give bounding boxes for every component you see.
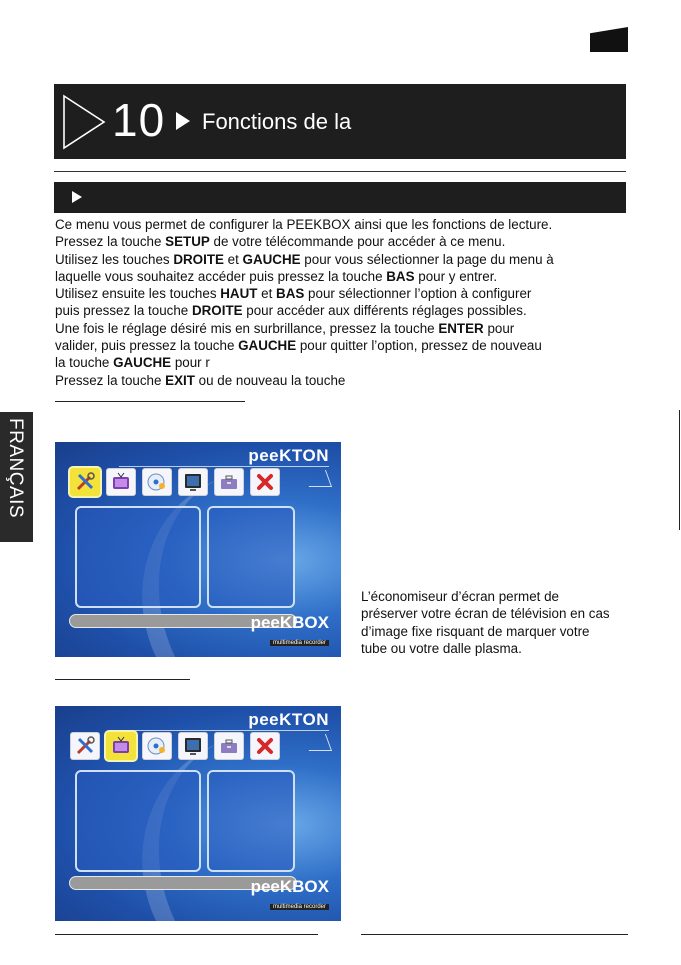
language-tab: [0, 412, 33, 542]
chapter-header: [54, 84, 626, 159]
section-header: [54, 182, 626, 213]
monitor-icon: [178, 732, 208, 760]
description-line: L’économiseur d’écran permet de: [361, 589, 559, 604]
peekbox-logo: peeKBOX multimedia recorder: [250, 613, 329, 646]
menu-icon-row: [70, 732, 280, 760]
brand-peekton: peeKTON: [248, 446, 329, 465]
toolbox-icon: [214, 468, 244, 496]
tv-icon: [106, 468, 136, 496]
footer-rule-left: [55, 934, 318, 935]
right-panel: [207, 506, 295, 608]
right-panel: [207, 770, 295, 872]
section-triangle-icon: [72, 191, 82, 203]
chapter-arrow-icon: [62, 94, 106, 150]
left-panel: [75, 506, 201, 608]
play-triangle-icon: [176, 112, 190, 130]
description-line: tube ou votre dalle plasma.: [361, 641, 522, 657]
subsection-underline: [55, 401, 245, 402]
intro-line: laquelle vous souhaitez accéder puis pressez la touche BAS pour y entrer.: [55, 268, 498, 284]
chapter-number: 10: [112, 94, 166, 146]
peekbox-logo: peeKBOX multimedia recorder: [250, 877, 329, 910]
left-panel: [75, 770, 201, 872]
description-line: préserver votre écran de télévision en cas: [361, 606, 610, 622]
monitor-icon: [178, 468, 208, 496]
intro-line: valider, puis pressez la touche GAUCHE pour quitter l’option, pressez de nouveau: [55, 338, 542, 354]
footer-rule-right: [361, 934, 628, 935]
page-corner-tab: [590, 27, 628, 52]
toolbox-icon: [214, 732, 244, 760]
intro-line: Pressez la touche SETUP de votre télécommande pour accéder à ce menu.: [55, 234, 506, 250]
setup-menu-screenshot-1: [55, 442, 341, 657]
description-line: d’image fixe risquant de marquer votre: [361, 623, 590, 639]
language-label: FRANÇAIS: [5, 418, 26, 519]
close-icon: [250, 468, 280, 496]
disc-icon: [142, 732, 172, 760]
intro-paragraph: [55, 216, 635, 389]
intro-line: Ce menu vous permet de configurer la PEEKBOX ainsi que les fonctions de lecture.: [55, 217, 553, 232]
intro-line: la touche GAUCHE pour r: [55, 355, 210, 371]
close-icon: [250, 732, 280, 760]
intro-line: puis pressez la touche DROITE pour accéder aux différents réglages possibles.: [55, 303, 527, 319]
brand-peekton: peeKTON: [248, 710, 329, 729]
setup-menu-screenshot-2: [55, 706, 341, 921]
intro-line: Utilisez ensuite les touches HAUT et BAS pour sélectionner l’option à configurer: [55, 286, 532, 302]
disc-icon: [142, 468, 172, 496]
intro-line: Utilisez les touches DROITE et GAUCHE pour vous sélectionner la page du menu à: [55, 251, 554, 267]
divider: [54, 171, 626, 172]
subsection-underline: [55, 679, 190, 680]
chapter-title: Fonctions de la: [202, 109, 352, 134]
tools-icon: [70, 732, 100, 760]
menu-icon-row: [70, 468, 280, 496]
intro-line: Pressez la touche EXIT ou de nouveau la touche: [55, 372, 346, 388]
margin-line: [679, 410, 680, 530]
tools-icon: [70, 468, 100, 496]
intro-line: Une fois le réglage désiré mis en surbrillance, pressez la touche ENTER pour: [55, 320, 515, 336]
tv-icon: [106, 732, 136, 760]
screensaver-description: [361, 588, 651, 658]
